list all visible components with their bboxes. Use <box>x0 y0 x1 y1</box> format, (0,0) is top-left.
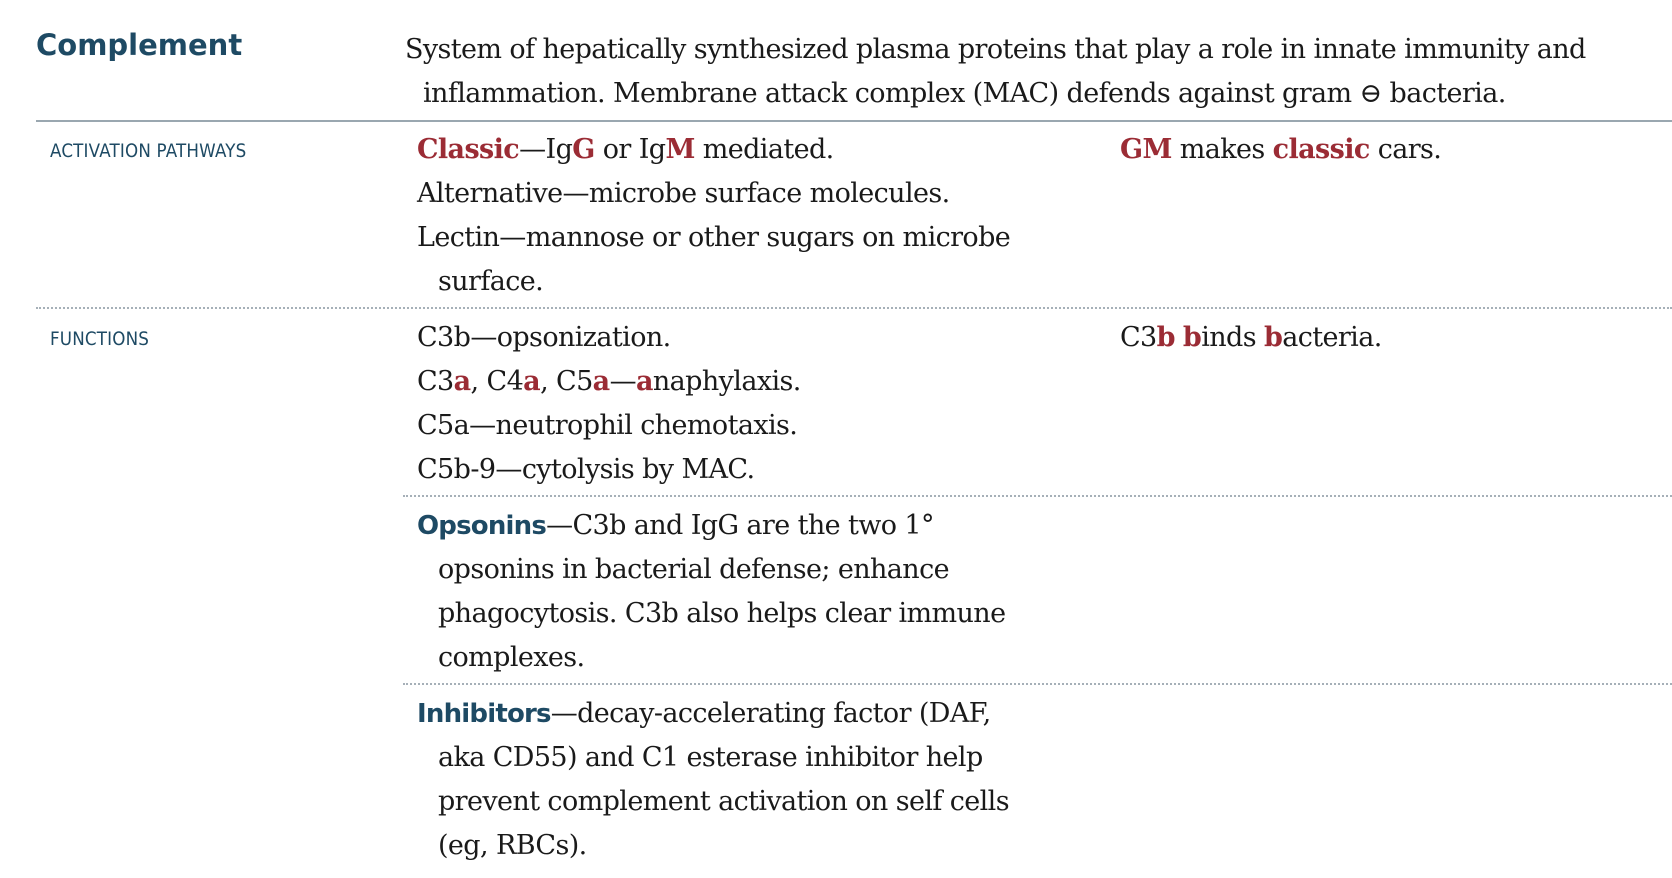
mnemonic-inds: inds <box>1201 322 1264 353</box>
inhibitors-line-2: aka CD55) and C1 esterase inhibitor help <box>438 742 983 773</box>
inhibitors-line-1 <box>417 692 1067 736</box>
classic-text-1: —Ig <box>519 134 573 165</box>
anaphylaxis-line <box>417 360 1067 404</box>
inhibitors-term: Inhibitors <box>417 699 551 729</box>
anaphylaxis-a1: a <box>453 366 471 397</box>
anaphylaxis-rest: naphylaxis. <box>652 366 801 397</box>
mnemonic-cars: cars. <box>1369 134 1442 165</box>
classic-pathway-line <box>417 128 1067 172</box>
definition-text <box>405 28 1665 116</box>
classic-text-3: mediated. <box>694 134 834 165</box>
mnemonic-space <box>1175 322 1183 353</box>
classic-text-2: or Ig <box>594 134 666 165</box>
opsonins-text <box>417 504 1067 680</box>
opsonins-line-1 <box>417 504 1067 548</box>
opsonins-line-4: complexes. <box>438 642 585 673</box>
lectin-pathway-line-1: Lectin—mannose or other sugars on microbe <box>417 222 1011 253</box>
inhibitors-line-3: prevent complement activation on self cells <box>438 786 1009 817</box>
activation-pathways-text <box>417 128 1067 304</box>
c5a-line: C5a—neutrophil chemotaxis. <box>417 410 798 441</box>
anaphylaxis-c4: , C4 <box>470 366 524 397</box>
opsonins-line-2: opsonins in bacterial defense; enhance <box>438 554 949 585</box>
definition-line-1: System of hepatically synthesized plasma proteins that play a role in innate immunity and <box>405 34 1586 65</box>
anaphylaxis-c5: , C5 <box>540 366 593 397</box>
opsonins-line-3: phagocytosis. C3b also helps clear immune <box>438 598 1006 629</box>
anaphylaxis-a4: a <box>635 366 653 397</box>
classic-term: Classic <box>417 134 520 165</box>
lectin-pathway-line-2: surface. <box>438 266 544 297</box>
section-label-activation: ACTIVATION PATHWAYS <box>50 140 247 162</box>
classic-m: M <box>665 134 695 165</box>
mnemonic-acteria: acteria. <box>1282 322 1382 353</box>
header-divider <box>36 120 1672 122</box>
functions-mnemonic <box>1120 316 1382 360</box>
functions-divider-1 <box>403 495 1672 497</box>
functions-text <box>417 316 1067 492</box>
inhibitors-line-4: (eg, RBCs). <box>438 830 587 861</box>
classic-g: G <box>572 134 595 165</box>
inhibitors-text-1: —decay-accelerating factor (DAF, <box>550 698 991 729</box>
mnemonic-b1: b <box>1156 322 1175 353</box>
definition-line-2: inflammation. Membrane attack complex (MAC) defends against gram ⊖ bacteria. <box>423 78 1506 109</box>
anaphylaxis-a3: a <box>592 366 610 397</box>
section-divider <box>36 307 1672 309</box>
page-title: Complement <box>36 28 243 62</box>
mnemonic-c3: C3 <box>1120 322 1157 353</box>
mnemonic-gm: GM <box>1120 134 1172 165</box>
opsonins-text-1: —C3b and IgG are the two 1° <box>546 510 934 541</box>
mnemonic-b2: b <box>1182 322 1202 353</box>
mnemonic-makes: makes <box>1171 134 1273 165</box>
mnemonic-b3: b <box>1263 322 1283 353</box>
section-label-functions: FUNCTIONS <box>50 328 150 350</box>
opsonins-term: Opsonins <box>417 511 547 541</box>
anaphylaxis-a2: a <box>523 366 541 397</box>
c5b9-line: C5b-9—cytolysis by MAC. <box>417 454 755 485</box>
functions-divider-2 <box>403 683 1672 685</box>
alternative-pathway-line: Alternative—microbe surface molecules. <box>417 178 950 209</box>
anaphylaxis-c3: C3 <box>417 366 454 397</box>
activation-mnemonic <box>1120 128 1441 172</box>
c3b-line: C3b—opsonization. <box>417 322 671 353</box>
anaphylaxis-dash: — <box>609 366 636 397</box>
inhibitors-text <box>417 692 1067 868</box>
mnemonic-classic: classic <box>1272 134 1370 165</box>
